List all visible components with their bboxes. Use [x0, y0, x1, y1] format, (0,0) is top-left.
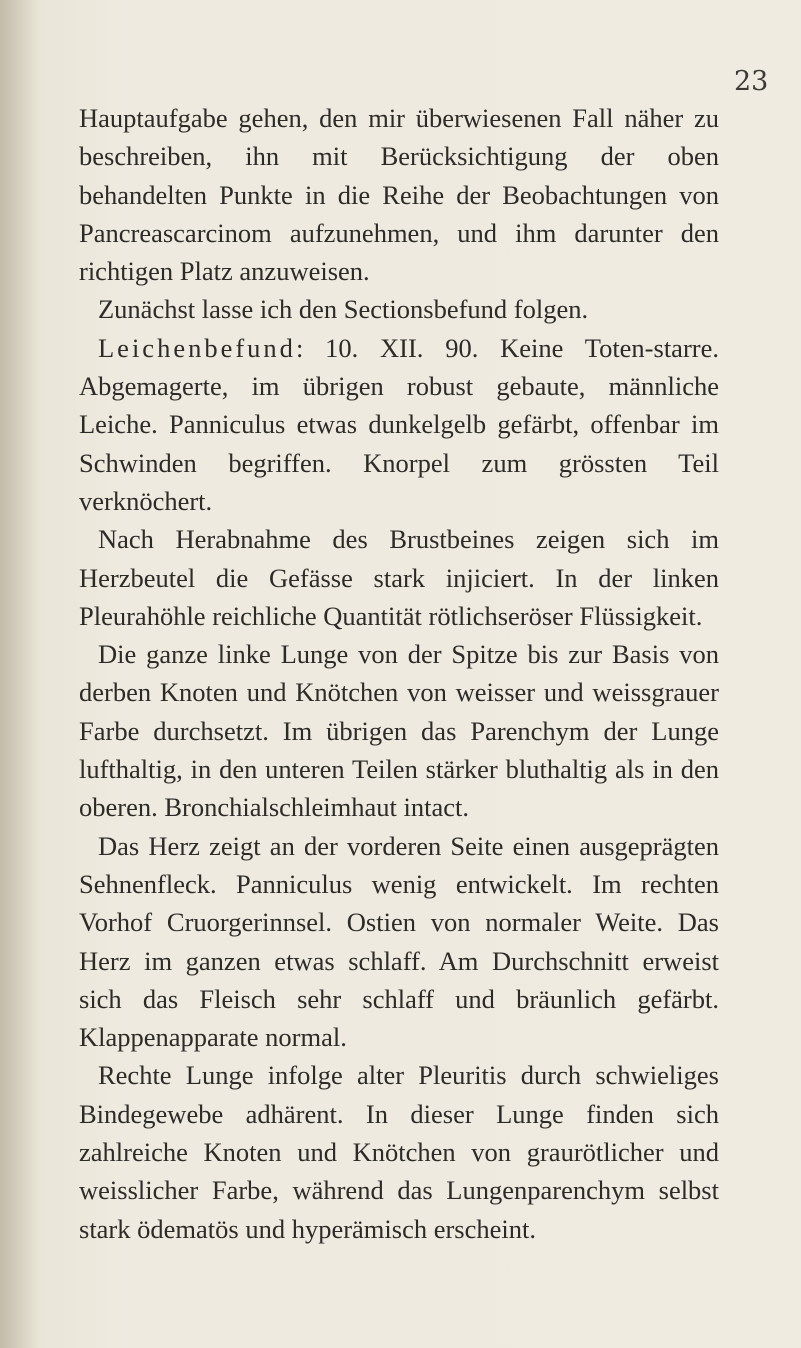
page-number: 23: [734, 66, 769, 97]
page-edge-shadow: [0, 0, 38, 1348]
body-text: [79, 99, 719, 1248]
paragraph-2: Zunächst lasse ich den Sectionsbefund folgen.: [98, 294, 589, 325]
section-heading-leichenbefund: Leichenbefund: [98, 332, 296, 363]
paragraph-1: Hauptaufgabe gehen, den mir überwiesenen Fall näher zu beschreiben, ihn mit Berücksichtigung der oben behandelten Punkte in die Reihe der Beobachtungen von Pancreascarcinom aufzunehmen, und ihm darunter den richtigen Platz anzuweisen.: [79, 103, 719, 287]
paragraph-6: Das Herz zeigt an der vorderen Seite einen ausgeprägten Sehnenfleck. Panniculus wenig entwickelt. Im rechten Vorhof Cruorgerinnsel. Ostien von normaler Weite. Das Herz im ganzen etwas schlaff. Am Durchschnitt erweist sich das Fleisch sehr schlaff und bräunlich gefärbt. Klappenapparate normal.: [79, 830, 719, 1053]
paragraph-5: Die ganze linke Lunge von der Spitze bis zur Basis von derben Knoten und Knötchen von weisser und weissgrauer Farbe durchsetzt. Im übrigen das Parenchym der Lunge lufthaltig, in den unteren Teilen stärker bluthaltig als in den oberen. Bronchialschleimhaut intact.: [79, 639, 719, 823]
paragraph-7: Rechte Lunge infolge alter Pleuritis durch schwieliges Bindegewebe adhärent. In dieser Lunge finden sich zahlreiche Knoten und Knötchen von graurötlicher und weisslicher Farbe, während das Lungenparenchym selbst stark ödematös und hyperämisch erscheint.: [79, 1060, 719, 1244]
paragraph-3: [79, 329, 719, 520]
paragraph-4: Nach Herabnahme des Brustbeines zeigen sich im Herzbeutel die Gefässe stark injiciert. In der linken Pleurahöhle reichliche Quantität rötlichseröser Flüssigkeit.: [79, 524, 719, 631]
paragraph-3-text: : 10. XII. 90. Keine Toten-starre. Abgemagerte, im übrigen robust gebaute, männliche Leiche. Panniculus etwas dunkelgelb gefärbt, offenbar im Schwinden begriffen. Knorpel zum grössten Teil verknöchert.: [79, 332, 719, 516]
